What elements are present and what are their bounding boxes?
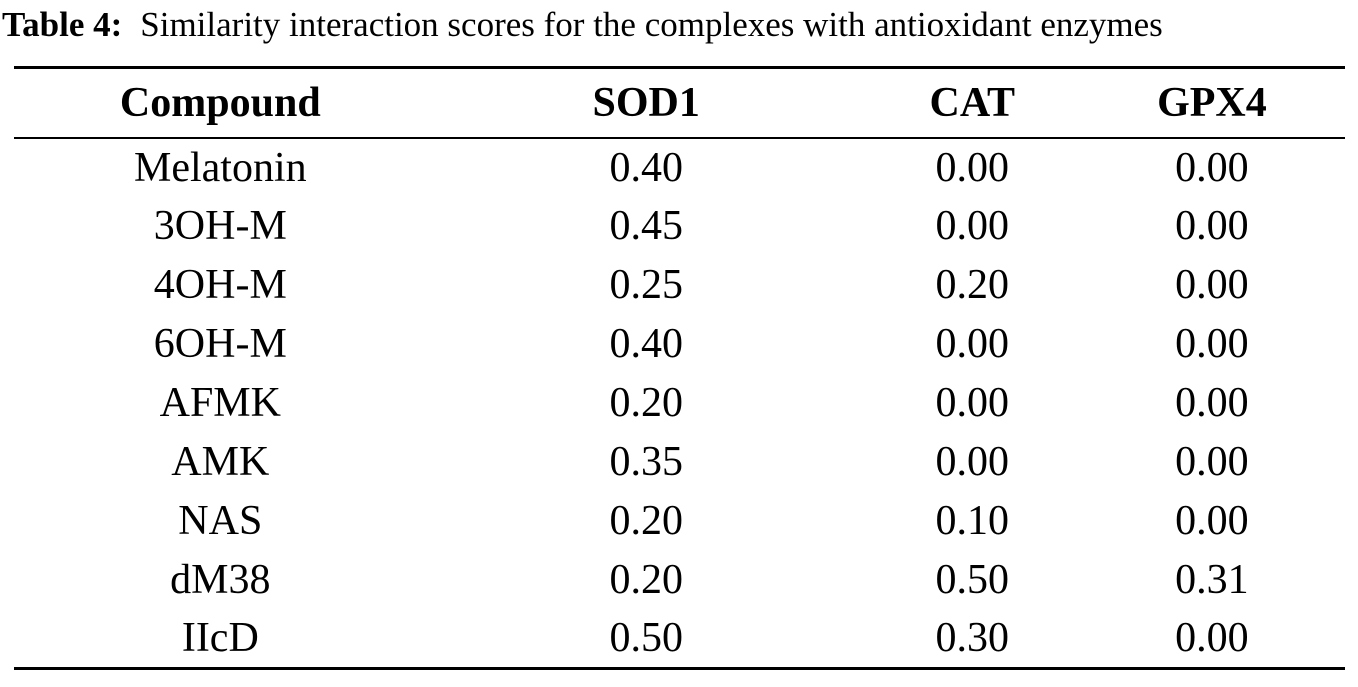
score-cell: 0.20: [609, 557, 683, 603]
score-cell: 0.35: [609, 439, 683, 485]
column-header-cat: CAT: [866, 68, 1079, 138]
score-cell: 0.00: [1175, 144, 1249, 191]
score-cell: 0.00: [1175, 203, 1249, 249]
table-row: [14, 492, 1345, 551]
score-cell: 0.00: [935, 439, 1010, 485]
column-header-sod1: SOD1: [427, 68, 866, 138]
table-row: [14, 551, 1345, 610]
score-cell: 0.50: [935, 557, 1010, 603]
column-header-compound: Compound: [14, 68, 427, 138]
score-cell: 0.40: [609, 144, 683, 191]
compound-cell: IIcD: [181, 615, 259, 662]
score-cell: 0.30: [935, 615, 1010, 662]
score-cell: 0.40: [609, 321, 683, 367]
score-cell: 0.00: [935, 321, 1010, 367]
compound-cell: NAS: [178, 498, 263, 544]
score-cell: 0.10: [935, 498, 1010, 544]
compound-cell: 6OH-M: [153, 321, 287, 367]
score-cell: 0.00: [1175, 615, 1249, 662]
table-row: [14, 138, 1345, 197]
column-header-gpx4: GPX4: [1079, 68, 1345, 138]
score-cell: 0.50: [609, 615, 683, 662]
score-cell: 0.00: [1175, 262, 1249, 308]
table-header-row: [14, 68, 1345, 138]
table-header: [14, 68, 1345, 138]
table-caption-text: Similarity interaction scores for the complexes with antioxidant enzymes: [140, 5, 1163, 44]
score-cell: 0.20: [609, 380, 683, 426]
score-cell: 0.00: [935, 203, 1010, 249]
score-cell: 0.00: [1175, 380, 1249, 426]
compound-cell: AMK: [171, 439, 270, 485]
table-body: [14, 138, 1345, 669]
score-cell: 0.00: [935, 144, 1010, 191]
table-row: [14, 197, 1345, 256]
score-cell: 0.20: [609, 498, 683, 544]
table-row: [14, 610, 1345, 669]
table-row: [14, 433, 1345, 492]
score-cell: 0.25: [609, 262, 683, 308]
table-caption: [0, 0, 1358, 66]
compound-cell: 4OH-M: [153, 262, 287, 308]
table-row: [14, 315, 1345, 374]
similarity-scores-table: [14, 66, 1345, 670]
score-cell: 0.00: [935, 380, 1010, 426]
table-row: [14, 256, 1345, 315]
score-cell: 0.31: [1175, 557, 1249, 603]
score-cell: 0.00: [1175, 498, 1249, 544]
score-cell: 0.00: [1175, 321, 1249, 367]
table-caption-label: Table 4:: [2, 5, 123, 44]
compound-cell: 3OH-M: [153, 203, 287, 249]
compound-cell: Melatonin: [133, 144, 307, 191]
score-cell: 0.00: [1175, 439, 1249, 485]
score-cell: 0.45: [609, 203, 683, 249]
compound-cell: AFMK: [159, 380, 281, 426]
table-row: [14, 374, 1345, 433]
compound-cell: dM38: [170, 557, 271, 603]
score-cell: 0.20: [935, 262, 1010, 308]
